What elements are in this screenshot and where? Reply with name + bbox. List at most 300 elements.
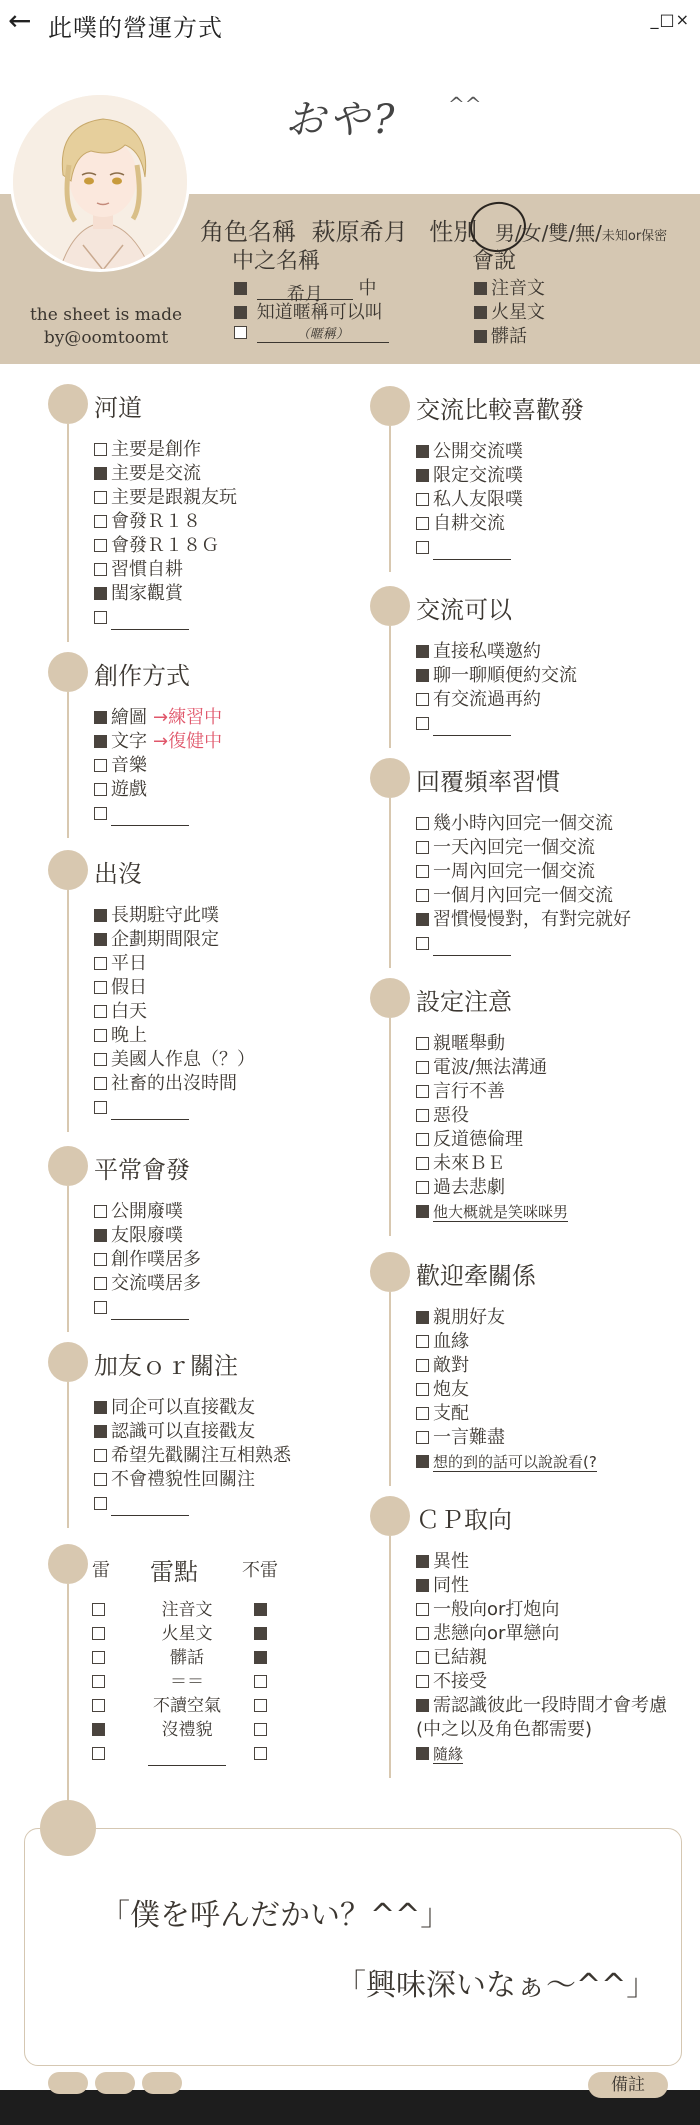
- empty-box-icon[interactable]: [416, 1407, 429, 1420]
- inner-name-value: 希月: [257, 280, 353, 300]
- empty-box-icon[interactable]: [94, 1205, 107, 1218]
- option-item[interactable]: [416, 1670, 667, 1694]
- option-item[interactable]: [416, 1080, 568, 1104]
- option-item[interactable]: [416, 1152, 568, 1176]
- option-item[interactable]: [416, 860, 631, 884]
- option-item[interactable]: [416, 932, 631, 956]
- empty-box-icon[interactable]: [416, 1061, 429, 1074]
- option-item[interactable]: [94, 1096, 255, 1120]
- checked-box-icon[interactable]: [416, 669, 429, 682]
- mine-label-blank: [132, 1742, 242, 1766]
- option-item[interactable]: [416, 1694, 667, 1718]
- empty-box-icon[interactable]: [92, 1747, 105, 1760]
- option-list: [94, 904, 255, 1120]
- option-label: 遊戲: [111, 779, 147, 800]
- option-item[interactable]: [416, 1450, 597, 1474]
- option-label: 反道德倫理: [433, 1129, 523, 1150]
- section-dot: [48, 384, 88, 424]
- empty-box-icon[interactable]: [416, 1181, 429, 1194]
- option-label: 私人友限噗: [433, 489, 523, 510]
- section-title: 回覆頻率習慣: [416, 768, 560, 796]
- option-item[interactable]: [416, 640, 577, 664]
- option-item[interactable]: [416, 512, 523, 536]
- option-item[interactable]: [94, 606, 237, 630]
- option-label: 異性: [433, 1551, 469, 1572]
- option-item[interactable]: [94, 438, 237, 462]
- empty-box-icon[interactable]: [92, 1699, 105, 1712]
- empty-box-icon[interactable]: [416, 1157, 429, 1170]
- checked-box-icon[interactable]: [416, 1555, 429, 1568]
- empty-box-icon[interactable]: [416, 717, 429, 730]
- section-dot: [48, 1146, 88, 1186]
- checked-box-icon[interactable]: [94, 1401, 107, 1414]
- option-item[interactable]: [94, 802, 222, 826]
- option-label: 電波/無法溝通: [433, 1057, 548, 1078]
- empty-box-icon[interactable]: [94, 611, 107, 624]
- speak-item: [474, 274, 545, 300]
- option-item[interactable]: [94, 1072, 255, 1096]
- speak-item-label: 髒話: [491, 326, 527, 347]
- empty-box-icon[interactable]: [416, 1109, 429, 1122]
- option-item[interactable]: [416, 1426, 597, 1450]
- empty-box-icon[interactable]: [94, 1077, 107, 1090]
- section-line: [389, 1018, 391, 1236]
- option-item[interactable]: [94, 1272, 201, 1296]
- option-label: 習慣自耕: [111, 559, 183, 580]
- section-title: ＣＰ取向: [416, 1506, 512, 1534]
- option-label: 會發Ｒ１８Ｇ: [111, 535, 219, 556]
- checked-box-icon[interactable]: [416, 1205, 429, 1218]
- empty-box-icon[interactable]: [416, 1675, 429, 1688]
- option-item[interactable]: [416, 1306, 597, 1330]
- checked-box-icon[interactable]: [94, 467, 107, 480]
- checked-box-icon[interactable]: [92, 1723, 105, 1736]
- empty-box-icon[interactable]: [416, 817, 429, 830]
- section-dot: [48, 850, 88, 890]
- option-label: 文字: [111, 731, 147, 752]
- section-title: 歡迎牽關係: [416, 1262, 536, 1290]
- option-label: 公開廢噗: [111, 1201, 183, 1222]
- option-label: 一個月內回完一個交流: [433, 885, 613, 906]
- option-label: 一言難盡: [433, 1427, 505, 1448]
- checked-box-icon[interactable]: [94, 711, 107, 724]
- empty-box-icon[interactable]: [416, 541, 429, 554]
- option-label: 習慣慢慢對，有對完就好: [433, 909, 631, 930]
- option-label: 幾小時內回完一個交流: [433, 813, 613, 834]
- empty-box-icon[interactable]: [416, 693, 429, 706]
- empty-box-icon[interactable]: [416, 937, 429, 950]
- option-item[interactable]: [416, 1354, 597, 1378]
- option-item[interactable]: [94, 1468, 291, 1492]
- section-title: 交流比較喜歡發: [416, 396, 584, 424]
- nickname-ok-text: 知道暱稱可以叫: [256, 302, 383, 323]
- option-item[interactable]: [94, 462, 237, 486]
- speak-item: [474, 298, 545, 324]
- option-item[interactable]: [416, 1646, 667, 1670]
- section-dot: [370, 978, 410, 1018]
- checked-box-icon[interactable]: [94, 909, 107, 922]
- option-item[interactable]: [94, 510, 237, 534]
- blank-fill-line: [111, 1104, 189, 1120]
- section-line: [389, 426, 391, 572]
- option-item[interactable]: [416, 884, 631, 908]
- blank-fill-line: [111, 614, 189, 630]
- option-item[interactable]: [416, 812, 631, 836]
- empty-box-icon[interactable]: [94, 1449, 107, 1462]
- progress-note: →復健中: [153, 731, 223, 752]
- option-item[interactable]: [416, 1128, 568, 1152]
- option-item[interactable]: [416, 1200, 568, 1224]
- empty-box-icon[interactable]: [94, 1497, 107, 1510]
- option-label: 希望先戳關注互相熟悉: [111, 1445, 291, 1466]
- mine-row: [92, 1646, 272, 1670]
- speak-label: 會說: [472, 249, 517, 274]
- option-item[interactable]: [416, 1378, 597, 1402]
- empty-box-icon[interactable]: [94, 1101, 107, 1114]
- option-label: 言行不善: [433, 1081, 505, 1102]
- section-dot: [370, 1496, 410, 1536]
- option-item[interactable]: [94, 952, 255, 976]
- tab-pill-3[interactable]: [142, 2072, 182, 2094]
- back-arrow-icon[interactable]: ←: [8, 4, 32, 37]
- option-item[interactable]: [416, 1032, 568, 1056]
- section-title: 河道: [94, 394, 142, 422]
- empty-box-icon[interactable]: [92, 1627, 105, 1640]
- empty-box-icon[interactable]: [416, 1603, 429, 1616]
- mine-label: 沒禮貌: [161, 1720, 213, 1740]
- gender-label: 性別: [429, 218, 478, 246]
- mine-row: [92, 1670, 272, 1694]
- option-label: 同性: [433, 1575, 469, 1596]
- empty-box-icon[interactable]: [416, 1383, 429, 1396]
- mine-label: ＝＝: [170, 1672, 204, 1692]
- option-list: [416, 640, 577, 736]
- option-item[interactable]: [94, 558, 237, 582]
- checked-box-icon[interactable]: [254, 1627, 267, 1640]
- option-list: [94, 1200, 201, 1320]
- option-item[interactable]: [94, 904, 255, 928]
- checked-box-icon[interactable]: [94, 933, 107, 946]
- memo-quote-2: 「興味深いなぁ～^^」: [336, 1968, 657, 2003]
- option-label: 友限廢噗: [111, 1225, 183, 1246]
- option-list: [416, 440, 523, 560]
- empty-box-icon[interactable]: [416, 1085, 429, 1098]
- checked-box-icon[interactable]: [416, 1455, 429, 1468]
- option-list: [416, 1306, 597, 1474]
- option-label: 認識可以直接戳友: [111, 1421, 255, 1442]
- option-label: 需認識彼此一段時間才會考慮: [433, 1695, 667, 1716]
- handwritten-note: おや?: [285, 97, 399, 143]
- empty-box-icon[interactable]: [92, 1603, 105, 1616]
- option-label: 聊一聊順便約交流: [433, 665, 577, 686]
- memo-dot: [40, 1800, 96, 1856]
- option-label: 創作噗居多: [111, 1249, 201, 1270]
- mine-label: 髒話: [170, 1648, 204, 1668]
- option-label: 敵對: [433, 1355, 469, 1376]
- option-item[interactable]: [416, 1622, 667, 1646]
- checked-box-icon[interactable]: [416, 469, 429, 482]
- section-line: [389, 626, 391, 748]
- speak-item-label: 注音文: [491, 278, 545, 299]
- mine-title: 雷點: [150, 1558, 198, 1586]
- option-item[interactable]: [94, 1420, 291, 1444]
- option-item[interactable]: [416, 1742, 667, 1766]
- option-label: 親朋好友: [433, 1307, 505, 1328]
- empty-box-icon[interactable]: [94, 957, 107, 970]
- empty-box-icon[interactable]: [416, 889, 429, 902]
- top-bar: [0, 0, 700, 46]
- option-label: 不接受: [433, 1671, 487, 1692]
- empty-box-icon[interactable]: [416, 865, 429, 878]
- empty-box-icon[interactable]: [416, 1335, 429, 1348]
- option-item[interactable]: [94, 1224, 201, 1248]
- option-label: 直接私噗邀約: [433, 641, 541, 662]
- option-item[interactable]: [94, 1000, 255, 1024]
- option-item[interactable]: [416, 464, 523, 488]
- empty-box-icon[interactable]: [94, 1005, 107, 1018]
- option-item[interactable]: [94, 1248, 201, 1272]
- blank-fill-line: [111, 1304, 189, 1320]
- empty-box-icon[interactable]: [94, 783, 107, 796]
- tab-pill-2[interactable]: [95, 2072, 135, 2094]
- empty-box-icon[interactable]: [94, 563, 107, 576]
- empty-box-icon[interactable]: [416, 1133, 429, 1146]
- empty-box-icon[interactable]: [254, 1699, 267, 1712]
- handwritten-smile: ^^: [448, 92, 482, 116]
- checked-box-icon[interactable]: [94, 1229, 107, 1242]
- option-label: 美國人作息（？）: [111, 1049, 255, 1070]
- option-item[interactable]: [94, 754, 222, 778]
- checkbox[interactable]: [234, 306, 247, 319]
- section-line: [67, 890, 69, 1132]
- nickname-blank: （暱稱）: [257, 323, 389, 343]
- option-label: 交流噗居多: [111, 1273, 201, 1294]
- option-item[interactable]: [416, 1176, 568, 1200]
- option-item[interactable]: [94, 534, 237, 558]
- section-title: 加友ｏｒ關注: [94, 1352, 238, 1380]
- option-list: [94, 706, 222, 826]
- empty-box-icon[interactable]: [94, 1473, 107, 1486]
- window-controls[interactable]: _□×: [650, 10, 690, 29]
- option-label: 未來ＢＥ: [433, 1153, 505, 1174]
- blank-fill-line: [433, 544, 511, 560]
- option-item[interactable]: [94, 730, 222, 754]
- empty-box-icon[interactable]: [94, 515, 107, 528]
- checked-box-icon[interactable]: [254, 1603, 267, 1616]
- option-item[interactable]: [416, 1104, 568, 1128]
- option-label: 隨緣: [433, 1745, 464, 1763]
- option-label: 社畜的出沒時間: [111, 1073, 237, 1094]
- checkbox[interactable]: [234, 326, 247, 339]
- option-label: 晚上: [111, 1025, 147, 1046]
- memo-button[interactable]: 備註: [588, 2072, 668, 2098]
- option-item[interactable]: [416, 536, 523, 560]
- empty-box-icon[interactable]: [254, 1723, 267, 1736]
- section-title: 交流可以: [416, 596, 512, 624]
- mine-row: [92, 1742, 272, 1766]
- option-label: 白天: [111, 1001, 147, 1022]
- checked-box-icon[interactable]: [416, 445, 429, 458]
- option-item[interactable]: [416, 1574, 667, 1598]
- option-label: 一天內回完一個交流: [433, 837, 595, 858]
- mine-right-head: 不雷: [242, 1560, 278, 1581]
- checked-box-icon[interactable]: [416, 1699, 429, 1712]
- option-item[interactable]: [416, 440, 523, 464]
- empty-box-icon[interactable]: [416, 841, 429, 854]
- checked-box-icon[interactable]: [416, 1311, 429, 1324]
- empty-box-icon[interactable]: [254, 1747, 267, 1760]
- option-item[interactable]: [416, 836, 631, 860]
- option-item[interactable]: [416, 1598, 667, 1622]
- option-item[interactable]: [94, 1396, 291, 1420]
- option-item[interactable]: [416, 1330, 597, 1354]
- gender-options: 男/女/雙/無/: [494, 221, 602, 245]
- empty-box-icon[interactable]: [416, 1651, 429, 1664]
- option-label: 主要是跟親友玩: [111, 487, 237, 508]
- option-label: 繪圖: [111, 707, 147, 728]
- checked-box-icon[interactable]: [94, 1425, 107, 1438]
- option-item[interactable]: [94, 1492, 291, 1516]
- section-line: [67, 1382, 69, 1528]
- section-dot: [48, 1342, 88, 1382]
- memo-box: [24, 1828, 682, 2066]
- sheet-credit: the sheet is made by@oomtoomt: [29, 305, 183, 348]
- option-label: 一周內回完一個交流: [433, 861, 595, 882]
- section-dot: [370, 1252, 410, 1292]
- section-title: 創作方式: [94, 662, 190, 690]
- page-title: 此噗的營運方式: [48, 14, 223, 42]
- option-item[interactable]: [94, 778, 222, 802]
- blank-fill-line: [111, 1500, 189, 1516]
- option-list: [94, 1396, 291, 1516]
- progress-note: →練習中: [153, 707, 223, 728]
- empty-box-icon[interactable]: [92, 1651, 105, 1664]
- mine-label: 不讀空氣: [153, 1696, 221, 1716]
- empty-box-icon[interactable]: [94, 1277, 107, 1290]
- checked-box-icon[interactable]: [416, 1579, 429, 1592]
- tab-pill-1[interactable]: [48, 2072, 88, 2094]
- option-label: 一般向or打炮向: [433, 1599, 560, 1620]
- option-label: 會發Ｒ１８: [111, 511, 201, 532]
- option-item[interactable]: [94, 1048, 255, 1072]
- checkbox[interactable]: [474, 306, 487, 319]
- option-item[interactable]: [416, 908, 631, 932]
- option-item[interactable]: [94, 486, 237, 510]
- empty-box-icon[interactable]: [94, 807, 107, 820]
- mine-left-head: 雷: [92, 1560, 110, 1581]
- checked-box-icon[interactable]: [416, 913, 429, 926]
- checkbox[interactable]: [234, 282, 247, 295]
- section-title: 平常會發: [94, 1156, 190, 1184]
- option-item[interactable]: [416, 664, 577, 688]
- section-line: [389, 1536, 391, 1778]
- section-dot: [48, 652, 88, 692]
- empty-box-icon[interactable]: [416, 1359, 429, 1372]
- checked-box-icon[interactable]: [94, 587, 107, 600]
- empty-box-icon[interactable]: [94, 1053, 107, 1066]
- empty-box-icon[interactable]: [94, 443, 107, 456]
- name-label: 角色名稱: [200, 218, 296, 246]
- mine-row: [92, 1718, 272, 1742]
- inner-name-item: [234, 322, 389, 343]
- option-item[interactable]: [94, 976, 255, 1000]
- empty-box-icon[interactable]: [416, 1431, 429, 1444]
- option-label: 音樂: [111, 755, 147, 776]
- option-item[interactable]: [94, 1444, 291, 1468]
- mine-row: [92, 1694, 272, 1718]
- mine-label: 火星文: [161, 1624, 213, 1644]
- option-list: [416, 812, 631, 956]
- option-label: 不會禮貌性回關注: [111, 1469, 255, 1490]
- option-label: 悲戀向or單戀向: [433, 1623, 560, 1644]
- option-item[interactable]: [416, 712, 577, 736]
- option-label: 血緣: [433, 1331, 469, 1352]
- option-label: 主要是創作: [111, 439, 201, 460]
- empty-box-icon[interactable]: [254, 1675, 267, 1688]
- empty-box-icon[interactable]: [94, 491, 107, 504]
- blank-fill-line: [148, 1748, 226, 1766]
- checked-box-icon[interactable]: [416, 645, 429, 658]
- character-name-row: [200, 212, 667, 247]
- empty-box-icon[interactable]: [94, 1301, 107, 1314]
- section-line: [389, 1292, 391, 1486]
- option-item[interactable]: [416, 1550, 667, 1574]
- option-item[interactable]: [94, 1200, 201, 1224]
- option-item[interactable]: [416, 488, 523, 512]
- checked-box-icon[interactable]: [254, 1651, 267, 1664]
- empty-box-icon[interactable]: [94, 1029, 107, 1042]
- option-label: 公開交流噗: [433, 441, 523, 462]
- empty-box-icon[interactable]: [416, 1627, 429, 1640]
- inner-name-item: [234, 298, 383, 324]
- mine-row: [92, 1598, 272, 1622]
- option-label: 假日: [111, 977, 147, 998]
- option-item[interactable]: [94, 582, 237, 606]
- inner-name-suffix: 中: [358, 278, 377, 299]
- empty-box-icon[interactable]: [416, 517, 429, 530]
- memo-quote-1: 「僕を呼んだかい？^^」: [100, 1898, 451, 1933]
- checked-box-icon[interactable]: [94, 735, 107, 748]
- checked-box-icon[interactable]: [416, 1747, 429, 1760]
- checkbox[interactable]: [474, 282, 487, 295]
- name-value: 萩原希月: [311, 218, 408, 246]
- empty-box-icon[interactable]: [416, 1037, 429, 1050]
- empty-box-icon[interactable]: [416, 493, 429, 506]
- empty-box-icon[interactable]: [94, 539, 107, 552]
- option-label: 過去悲劇: [433, 1177, 505, 1198]
- option-item[interactable]: [416, 688, 577, 712]
- option-item[interactable]: [416, 1056, 568, 1080]
- option-label: 親暱舉動: [433, 1033, 505, 1054]
- checkbox[interactable]: [474, 330, 487, 343]
- option-label: 已結親: [433, 1647, 487, 1668]
- empty-box-icon[interactable]: [92, 1675, 105, 1688]
- option-item[interactable]: [94, 1024, 255, 1048]
- option-item[interactable]: [416, 1718, 667, 1742]
- empty-box-icon[interactable]: [94, 1253, 107, 1266]
- option-item[interactable]: [416, 1402, 597, 1426]
- empty-box-icon[interactable]: [94, 759, 107, 772]
- empty-box-icon[interactable]: [94, 981, 107, 994]
- option-item[interactable]: [94, 928, 255, 952]
- mine-label: 注音文: [161, 1600, 213, 1620]
- option-item[interactable]: [94, 1296, 201, 1320]
- option-label: (中之以及角色都需要): [416, 1719, 593, 1740]
- section-title: 設定注意: [416, 988, 512, 1016]
- option-label: 惡役: [433, 1105, 469, 1126]
- gender-unknown-option: 未知or保密: [601, 229, 668, 244]
- option-item[interactable]: [94, 706, 222, 730]
